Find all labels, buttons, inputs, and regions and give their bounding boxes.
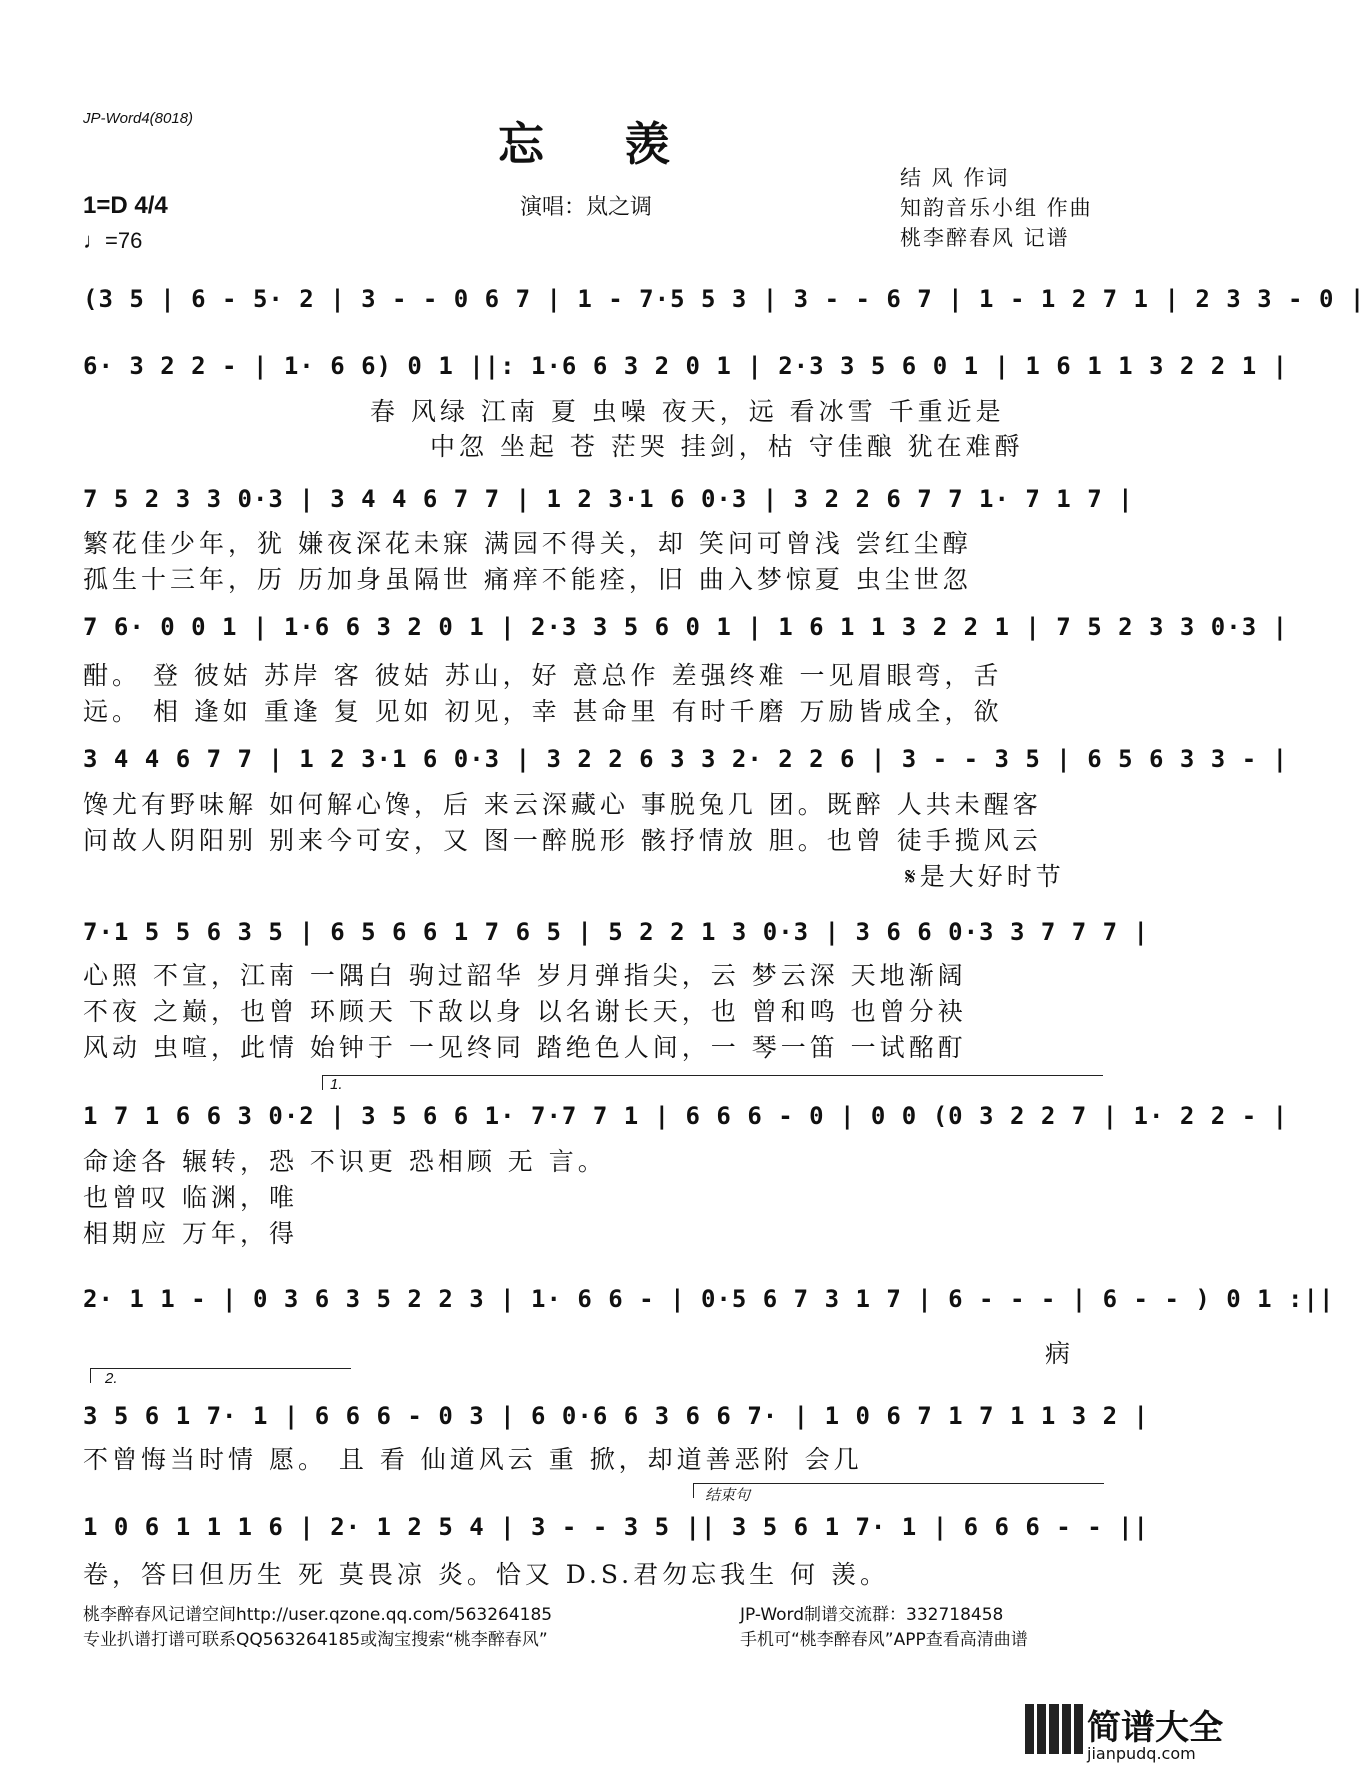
key-signature: 1=D 4/4	[83, 192, 168, 219]
score-system-6-lyric-3: 风动 虫喧，此情 始钟于 一见终同 踏绝色人间，一 琴一笛 一试酩酊	[83, 1033, 967, 1062]
score-system-6-notes: 7·1 5 5 6 3 5 | 6 5 6 6 1 7 6 5 | 5 2 2 1 3 0·3 | 3 6 6 0·3 3 7 7 7 |	[83, 918, 1149, 946]
volta-1-label: 1.	[330, 1076, 343, 1093]
volta-2-label: 2.	[105, 1370, 118, 1387]
segno-lyric: 𝄋是大好时节	[905, 862, 1065, 891]
score-system-10-notes: 1 0 6 1 1 1 6 | 2· 1 2 5 4 | 3 - - 3 5 || 3 5 6 1 7· 1 | 6 6 6 - - ||	[83, 1513, 1149, 1541]
score-system-2-lyric-1: 春 风绿 江南 夏 虫噪 夜天，远 看冰雪 千重近是	[370, 397, 1005, 426]
score-system-5-lyric-1: 馋尤有野味解 如何解心馋，后 来云深藏心 事脱兔几 团。既醉 人共未醒客	[83, 790, 1042, 819]
lyricist-credit: 结 风 作词	[900, 166, 1010, 190]
score-system-7-lyric-3: 相期应 万年，得	[83, 1219, 298, 1248]
volta-1-bracket	[322, 1075, 1103, 1090]
tempo-marking: ♩=76	[83, 228, 143, 253]
score-system-4-notes: 7 6· 0 0 1 | 1·6 6 3 2 0 1 | 2·3 3 5 6 0 1 | 1 6 1 1 3 2 2 1 | 7 5 2 3 3 0·3 |	[83, 613, 1289, 641]
score-system-5-lyric-2: 问故人阴阳别 别来今可安，又 图一醉脱形 骸抒情放 胆。也曾 徒手揽风云	[83, 826, 1042, 855]
score-system-6-lyric-1: 心照 不宣，江南 一隅白 驹过韶华 岁月弹指尖，云 梦云深 天地渐阔	[83, 961, 967, 990]
footer-blog-link: 桃李醉春风记谱空间http://user.qzone.qq.com/563264185	[83, 1605, 553, 1625]
score-system-9-lyric-1: 不曾悔当时情 愿。 且 看 仙道风云 重 掀，却道善恶附 会几	[83, 1445, 863, 1474]
score-system-4-lyric-2: 远。 相 逢如 重逢 复 见如 初见，幸 甚命里 有时千磨 万励皆成全，欲	[83, 697, 1003, 726]
score-system-4-lyric-1: 酣。 登 彼姑 苏岸 客 彼姑 苏山，好 意总作 差强终难 一见眉眼弯，舌	[83, 661, 1003, 690]
software-label: JP-Word4(8018)	[83, 110, 194, 127]
site-logo	[1025, 1700, 1223, 1766]
score-system-9-notes: 3 5 6 1 7· 1 | 6 6 6 - 0 3 | 6 0·6 6 3 6 6 7· | 1 0 6 7 1 7 1 1 3 2 |	[83, 1402, 1149, 1430]
footer-app-note: 手机可“桃李醉春风”APP查看高清曲谱	[740, 1630, 1028, 1650]
score-system-10-lyric-1: 卷，答曰但历生 死 莫畏凉 炎。恰又 D.S.君勿忘我生 何 羡。	[83, 1560, 889, 1589]
score-system-2-notes: 6· 3 2 2 - | 1· 6 6) 0 1 ||: 1·6 6 3 2 0 1 | 2·3 3 5 6 0 1 | 1 6 1 1 3 2 2 1 |	[83, 352, 1289, 380]
coda-bracket	[693, 1483, 1104, 1498]
score-system-2-lyric-2: 中忽 坐起 苍 茫哭 挂剑，枯 守佳酿 犹在难酹	[430, 432, 1024, 461]
singer-credit: 演唱：岚之调	[520, 195, 653, 220]
score-system-3-lyric-1: 繁花佳少年，犹 嫌夜深花未寐 满园不得关，却 笑问可曾浅 尝红尘醇	[83, 529, 972, 558]
score-system-1-notes: (3 5 | 6 - 5· 2 | 3 - - 0 6 7 | 1 - 7·5 5 3 | 3 - - 6 7 | 1 - 1 2 7 1 | 2 3 3 - 0 |	[83, 285, 1365, 313]
footer-contact: 专业扒谱打谱可联系QQ563264185或淘宝搜索“桃李醉春风”	[83, 1630, 548, 1650]
score-system-7-notes: 1 7 1 6 6 3 0·2 | 3 5 6 6 1· 7·7 7 1 | 6 6 6 - 0 | 0 0 (0 3 2 2 7 | 1· 2 2 - |	[83, 1102, 1289, 1130]
score-system-3-lyric-2: 孤生十三年，历 历加身虽隔世 痛痒不能痊，旧 曲入梦惊夏 虫尘世忽	[83, 565, 972, 594]
logo-name: 简谱大全	[1087, 1708, 1223, 1748]
composer-credit: 知韵音乐小组 作曲	[900, 196, 1093, 220]
score-system-7-lyric-2: 也曾叹 临渊，唯	[83, 1183, 298, 1212]
score-system-5-notes: 3 4 4 6 7 7 | 1 2 3·1 6 0·3 | 3 2 2 6 3 3 2· 2 2 6 | 3 - - 3 5 | 6 5 6 3 3 - |	[83, 745, 1289, 773]
transcriber-credit: 桃李醉春风 记谱	[900, 226, 1070, 250]
coda-label: 结束句	[705, 1487, 751, 1504]
piano-icon	[1025, 1704, 1083, 1754]
volta-2-bracket	[90, 1368, 351, 1383]
score-system-8-notes: 2· 1 1 - | 0 3 6 3 5 2 2 3 | 1· 6 6 - | 0·5 6 7 3 1 7 | 6 - - - | 6 - - ) 0 1 :||	[83, 1285, 1335, 1313]
song-title: 忘 羡	[497, 117, 702, 171]
score-system-7-lyric-1: 命途各 辗转，恐 不识更 恐相顾 无 言。	[83, 1147, 607, 1176]
score-system-3-notes: 7 5 2 3 3 0·3 | 3 4 4 6 7 7 | 1 2 3·1 6 0·3 | 3 2 2 6 7 7 1· 7 1 7 |	[83, 485, 1134, 513]
logo-url: jianpudq.com	[1087, 1744, 1196, 1763]
score-system-6-lyric-2: 不夜 之巅，也曾 环顾天 下敌以身 以名谢长天，也 曾和鸣 也曾分袂	[83, 997, 967, 1026]
footer-group: JP-Word制谱交流群：332718458	[740, 1605, 1004, 1625]
score-system-8-lyric-1: 病	[1045, 1339, 1075, 1368]
